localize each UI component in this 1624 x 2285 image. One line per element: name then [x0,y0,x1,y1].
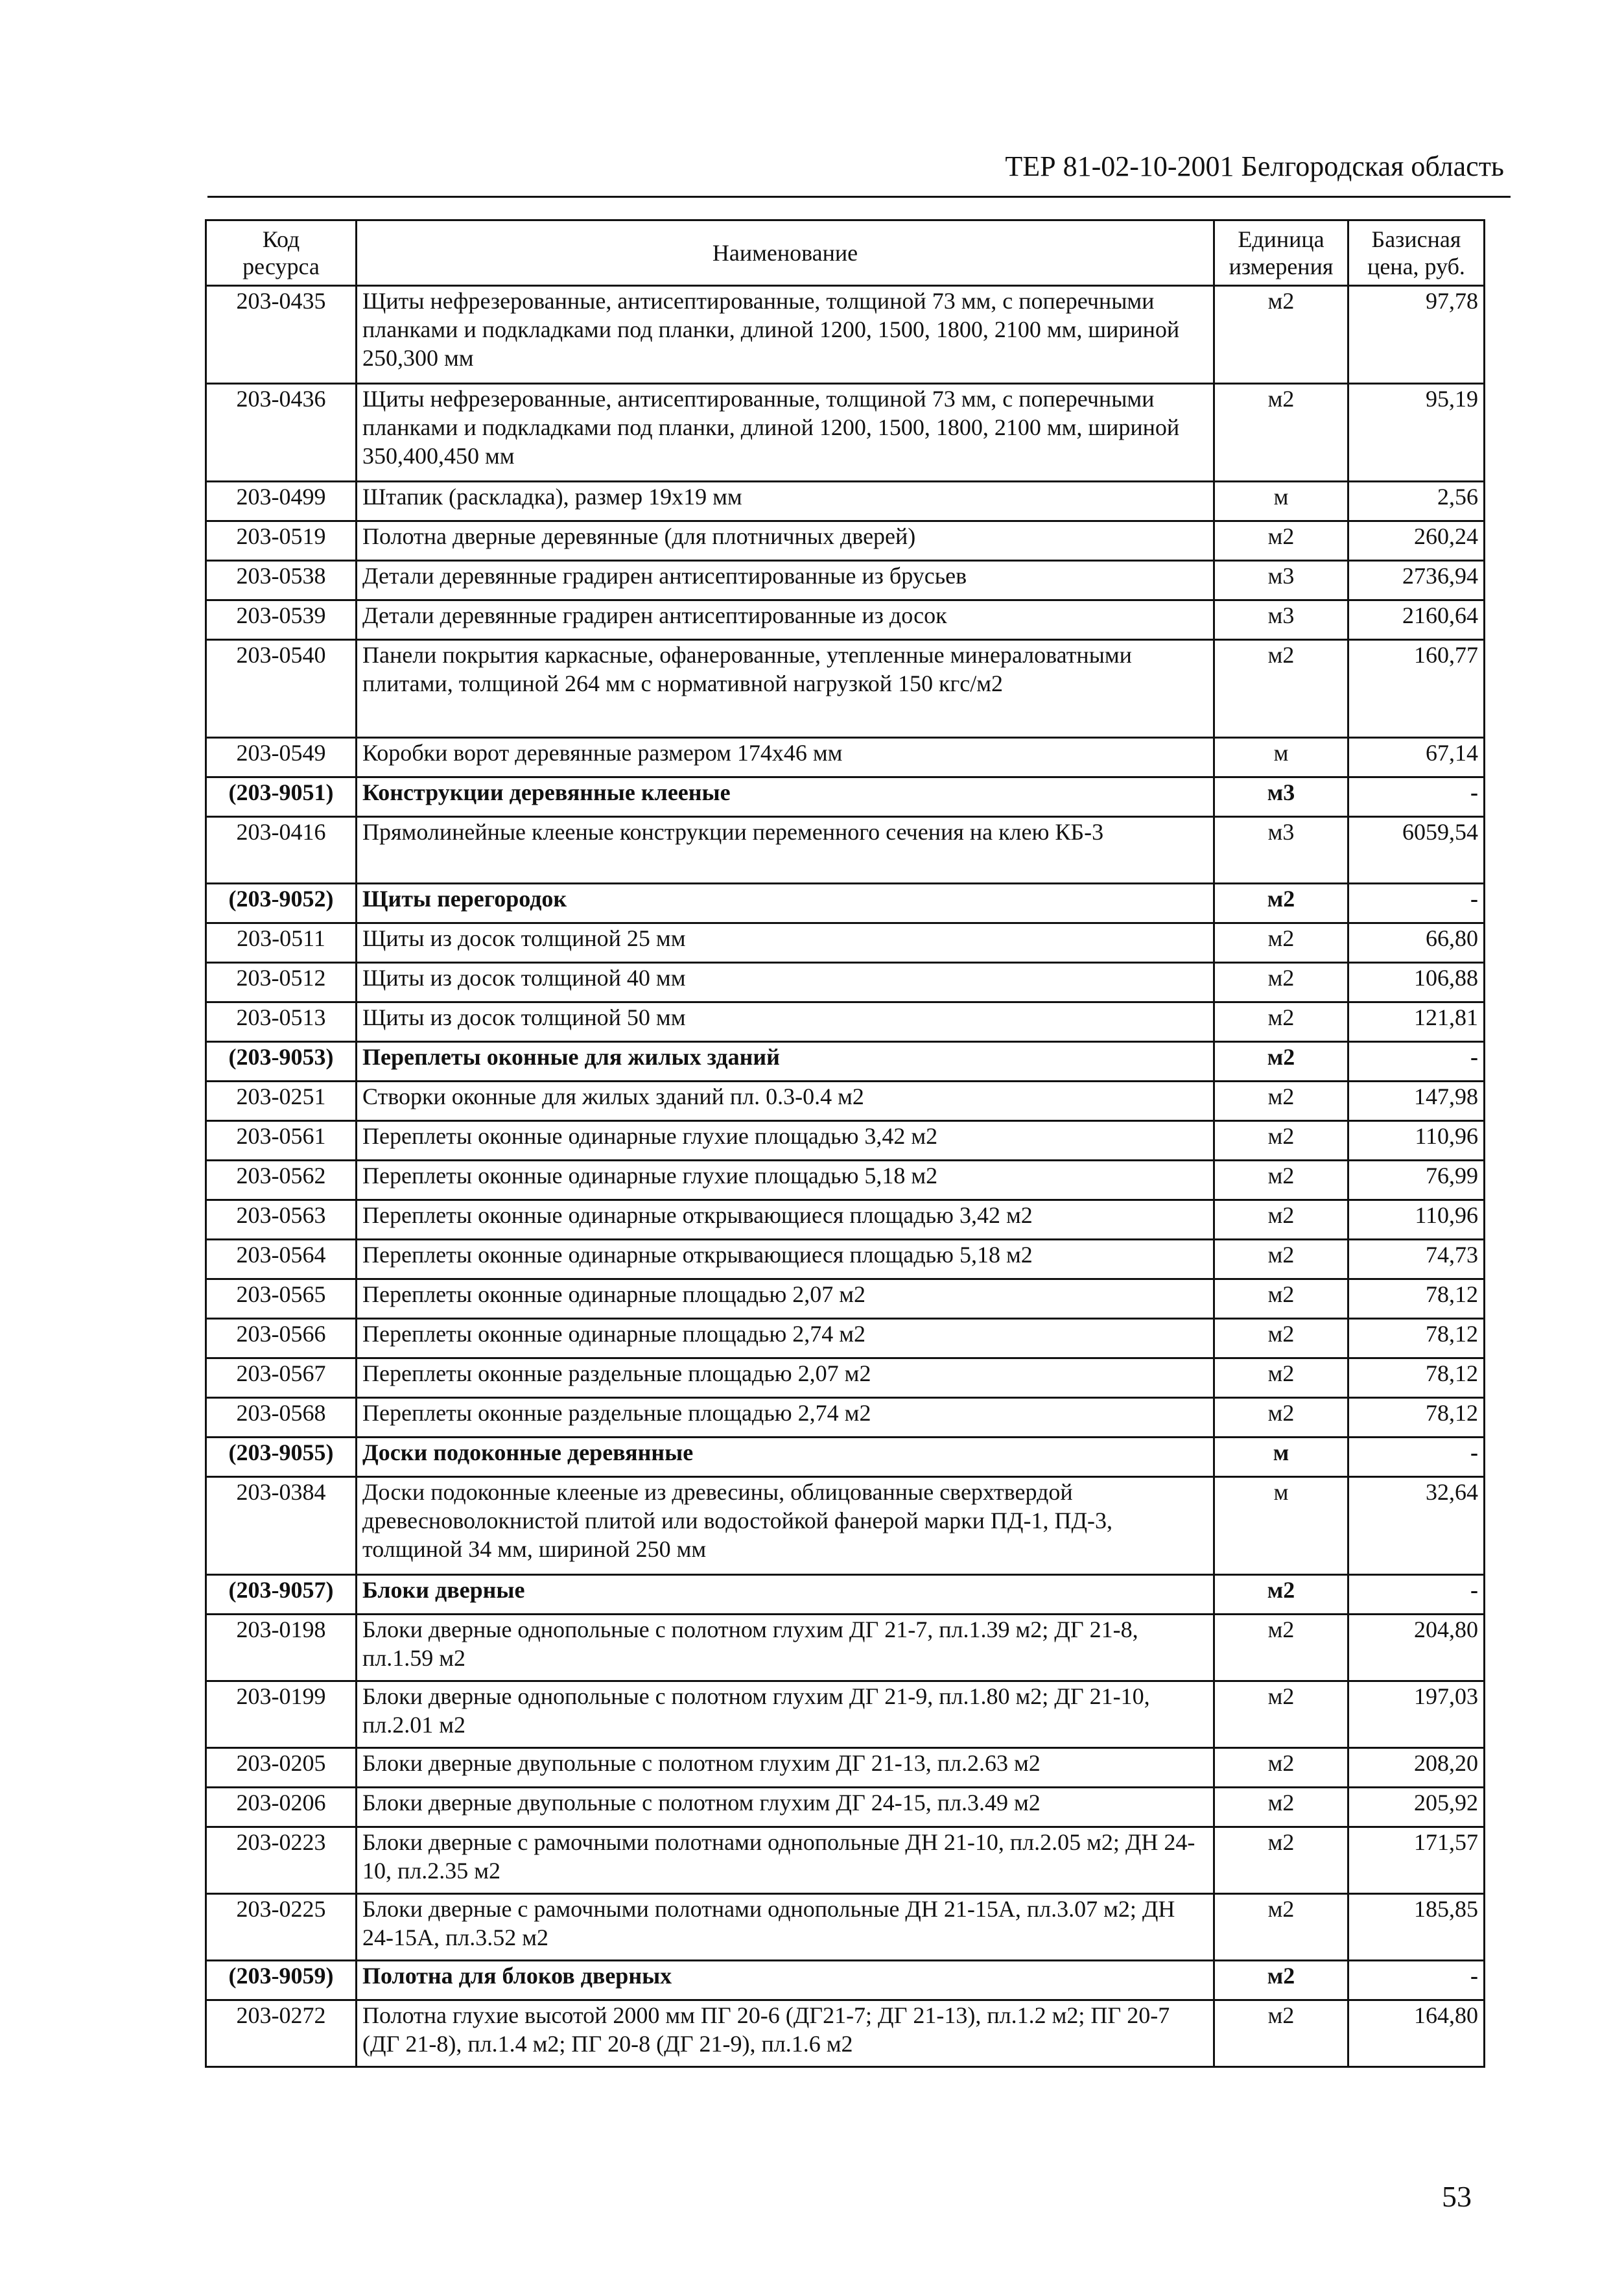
cell-code: 203-0566 [206,1319,357,1358]
table-row [206,738,1485,777]
cell-code: 203-0199 [206,1681,357,1748]
table-row [206,286,1485,384]
cell-code: (203-9053) [206,1042,357,1082]
cell-code: 203-0272 [206,2000,357,2067]
cell-name: Щиты нефрезерованные, антисептированные, толщиной 73 мм, с поперечными планками и подкладками под планки, длиной 1200, 1500, 1800, 2100 мм, шириной 250,300 мм [357,286,1214,384]
cell-unit: м2 [1214,1279,1348,1319]
table-row [206,640,1485,738]
cell-name: Переплеты оконные одинарные площадью 2,74 м2 [357,1319,1214,1358]
cell-price: 147,98 [1348,1082,1485,1121]
cell-price: 6059,54 [1348,817,1485,884]
cell-unit: м2 [1214,1894,1348,1961]
cell-price: 197,03 [1348,1681,1485,1748]
table-row [206,1681,1485,1748]
cell-code: (203-9057) [206,1575,357,1615]
table-row [206,384,1485,482]
cell-code: 203-0540 [206,640,357,738]
table-row [206,1279,1485,1319]
cell-name: Блоки дверные двупольные с полотном глухим ДГ 24-15, пл.3.49 м2 [357,1788,1214,1827]
cell-name: Щиты нефрезерованные, антисептированные, толщиной 73 мм, с поперечными планками и подкладками под планки, длиной 1200, 1500, 1800, 2100 мм, шириной 350,400,450 мм [357,384,1214,482]
cell-name: Конструкции деревянные клееные [357,777,1214,817]
cell-unit: м2 [1214,1398,1348,1438]
column-header-unit-line1: Единица [1238,226,1324,252]
cell-code: 203-0538 [206,561,357,600]
cell-unit: м2 [1214,384,1348,482]
cell-unit: м2 [1214,1161,1348,1200]
cell-code: 203-0561 [206,1121,357,1161]
cell-unit: м2 [1214,1082,1348,1121]
cell-name: Переплеты оконные одинарные площадью 2,07 м2 [357,1279,1214,1319]
cell-unit: м2 [1214,1961,1348,2000]
cell-price: 160,77 [1348,640,1485,738]
cell-name: Блоки дверные однопольные с полотном глухим ДГ 21-9, пл.1.80 м2; ДГ 21-10, пл.2.01 м2 [357,1681,1214,1748]
cell-price: 95,19 [1348,384,1485,482]
cell-name: Створки оконные для жилых зданий пл. 0.3-0.4 м2 [357,1082,1214,1121]
cell-unit: м2 [1214,1575,1348,1615]
group-row [206,777,1485,817]
cell-name: Детали деревянные градирен антисептированные из брусьев [357,561,1214,600]
table-row [206,963,1485,1002]
cell-code: 203-0225 [206,1894,357,1961]
cell-price: 204,80 [1348,1615,1485,1681]
cell-price: 97,78 [1348,286,1485,384]
cell-price: 205,92 [1348,1788,1485,1827]
cell-unit: м [1214,482,1348,521]
cell-code: 203-0564 [206,1240,357,1279]
cell-name: Переплеты оконные раздельные площадью 2,74 м2 [357,1398,1214,1438]
cell-price: 2736,94 [1348,561,1485,600]
cell-unit: м [1214,738,1348,777]
table-row [206,482,1485,521]
cell-code: 203-0499 [206,482,357,521]
column-header-code [206,220,357,286]
cell-code: 203-0416 [206,817,357,884]
cell-name: Переплеты оконные одинарные глухие площадью 5,18 м2 [357,1161,1214,1200]
cell-name: Штапик (раскладка), размер 19х19 мм [357,482,1214,521]
cell-unit: м3 [1214,777,1348,817]
cell-price: 110,96 [1348,1121,1485,1161]
cell-name: Переплеты оконные одинарные открывающиеся площадью 5,18 м2 [357,1240,1214,1279]
cell-code: 203-0435 [206,286,357,384]
cell-unit: м2 [1214,1042,1348,1082]
cell-name: Полотна для блоков дверных [357,1961,1214,2000]
cell-code: (203-9052) [206,884,357,923]
cell-code: 203-0539 [206,600,357,640]
cell-name: Блоки дверные с рамочными полотнами однопольные ДН 21-15А, пл.3.07 м2; ДН 24-15А, пл.3.52 м2 [357,1894,1214,1961]
cell-price: 66,80 [1348,923,1485,963]
cell-name: Щиты из досок толщиной 50 мм [357,1002,1214,1042]
cell-unit: м2 [1214,1319,1348,1358]
table-header-row [206,220,1485,286]
cell-code: 203-0223 [206,1827,357,1894]
cell-code: (203-9051) [206,777,357,817]
cell-price: 2,56 [1348,482,1485,521]
table-row [206,1161,1485,1200]
cell-price: 74,73 [1348,1240,1485,1279]
cell-code: 203-0205 [206,1748,357,1788]
cell-price: 32,64 [1348,1477,1485,1575]
table-row [206,1319,1485,1358]
cell-code: 203-0512 [206,963,357,1002]
cell-code: 203-0513 [206,1002,357,1042]
cell-unit: м2 [1214,1002,1348,1042]
cell-price: 164,80 [1348,2000,1485,2067]
document-header: ТЕР 81-02-10-2001 Белгородская область [1005,150,1504,182]
cell-name: Блоки дверные [357,1575,1214,1615]
cell-price: - [1348,1575,1485,1615]
cell-unit: м2 [1214,1200,1348,1240]
column-header-price-line1: Базисная [1371,226,1461,252]
cell-name: Панели покрытия каркасные, офанерованные, утепленные минераловатными плитами, толщиной 264 мм с нормативной нагрузкой 150 кгс/м2 [357,640,1214,738]
group-row [206,1438,1485,1477]
page-number: 53 [1442,2180,1472,2213]
cell-name: Блоки дверные однопольные с полотном глухим ДГ 21-7, пл.1.39 м2; ДГ 21-8, пл.1.59 м2 [357,1615,1214,1681]
table-row [206,521,1485,561]
cell-price: 185,85 [1348,1894,1485,1961]
cell-code: 203-0568 [206,1398,357,1438]
table-row [206,923,1485,963]
cell-unit: м [1214,1438,1348,1477]
cell-unit: м2 [1214,884,1348,923]
cell-price: 106,88 [1348,963,1485,1002]
cell-price: 260,24 [1348,521,1485,561]
cell-name: Щиты из досок толщиной 25 мм [357,923,1214,963]
table-row [206,1358,1485,1398]
cell-code: 203-0251 [206,1082,357,1121]
table-row [206,600,1485,640]
cell-price: 78,12 [1348,1279,1485,1319]
cell-price: - [1348,777,1485,817]
cell-unit: м2 [1214,1748,1348,1788]
cell-unit: м2 [1214,1240,1348,1279]
table-row [206,1082,1485,1121]
cell-unit: м2 [1214,1788,1348,1827]
group-row [206,1575,1485,1615]
column-header-name: Наименование [357,220,1214,286]
cell-name: Щиты из досок толщиной 40 мм [357,963,1214,1002]
cell-code: 203-0549 [206,738,357,777]
table-row [206,1827,1485,1894]
cell-price: 121,81 [1348,1002,1485,1042]
cell-name: Прямолинейные клееные конструкции переменного сечения на клею КБ-3 [357,817,1214,884]
column-header-price-line2: цена, руб. [1367,254,1465,279]
cell-code: 203-0206 [206,1788,357,1827]
column-header-code-line1: Код [262,226,300,252]
cell-price: 171,57 [1348,1827,1485,1894]
cell-code: (203-9059) [206,1961,357,2000]
cell-price: 2160,64 [1348,600,1485,640]
table-body [206,286,1485,2067]
cell-name: Переплеты оконные для жилых зданий [357,1042,1214,1082]
cell-price: - [1348,884,1485,923]
cell-unit: м2 [1214,1121,1348,1161]
cell-price: 67,14 [1348,738,1485,777]
cell-unit: м3 [1214,600,1348,640]
column-header-unit-line2: измерения [1229,254,1334,279]
cell-unit: м2 [1214,963,1348,1002]
table-row [206,1002,1485,1042]
table-row [206,1748,1485,1788]
cell-unit: м2 [1214,521,1348,561]
column-header-code-line2: ресурса [242,254,320,279]
cell-name: Полотна дверные деревянные (для плотничных дверей) [357,521,1214,561]
cell-price: 78,12 [1348,1398,1485,1438]
cell-code: (203-9055) [206,1438,357,1477]
cell-price: 78,12 [1348,1358,1485,1398]
cell-unit: м2 [1214,286,1348,384]
table-row [206,1477,1485,1575]
column-header-unit [1214,220,1348,286]
cell-code: 203-0511 [206,923,357,963]
cell-price: - [1348,1042,1485,1082]
cell-unit: м [1214,1477,1348,1575]
table-row [206,1200,1485,1240]
group-row [206,1042,1485,1082]
table-row [206,1240,1485,1279]
cell-price: 76,99 [1348,1161,1485,1200]
cell-unit: м2 [1214,923,1348,963]
cell-name: Коробки ворот деревянные размером 174х46 мм [357,738,1214,777]
cell-price: - [1348,1438,1485,1477]
cell-code: 203-0563 [206,1200,357,1240]
cell-name: Щиты перегородок [357,884,1214,923]
cell-unit: м2 [1214,2000,1348,2067]
table-row [206,561,1485,600]
cell-code: 203-0384 [206,1477,357,1575]
cell-price: 110,96 [1348,1200,1485,1240]
cell-unit: м2 [1214,1358,1348,1398]
cell-code: 203-0565 [206,1279,357,1319]
header-rule [207,196,1511,198]
column-header-price [1348,220,1485,286]
cell-code: 203-0198 [206,1615,357,1681]
group-row [206,1961,1485,2000]
table-row [206,1894,1485,1961]
cell-name: Переплеты оконные раздельные площадью 2,07 м2 [357,1358,1214,1398]
cell-code: 203-0519 [206,521,357,561]
cell-name: Полотна глухие высотой 2000 мм ПГ 20-6 (ДГ21-7; ДГ 21-13), пл.1.2 м2; ПГ 20-7 (ДГ 21-8), пл.1.4 м2; ПГ 20-8 (ДГ 21-9), пл.1.6 м2 [357,2000,1214,2067]
cell-price: 78,12 [1348,1319,1485,1358]
table-row [206,2000,1485,2067]
price-table [205,219,1485,2068]
cell-unit: м2 [1214,1615,1348,1681]
cell-name: Переплеты оконные одинарные глухие площадью 3,42 м2 [357,1121,1214,1161]
cell-price: 208,20 [1348,1748,1485,1788]
table-row [206,1398,1485,1438]
cell-unit: м2 [1214,1681,1348,1748]
cell-unit: м3 [1214,561,1348,600]
cell-unit: м3 [1214,817,1348,884]
cell-code: 203-0436 [206,384,357,482]
table-row [206,1788,1485,1827]
cell-name: Доски подоконные деревянные [357,1438,1214,1477]
cell-name: Доски подоконные клееные из древесины, облицованные сверхтвердой древесноволокнистой плитой или водостойкой фанерой марки ПД-1, ПД-3, толщиной 34 мм, шириной 250 мм [357,1477,1214,1575]
cell-code: 203-0567 [206,1358,357,1398]
cell-unit: м2 [1214,640,1348,738]
cell-name: Переплеты оконные одинарные открывающиеся площадью 3,42 м2 [357,1200,1214,1240]
table-row [206,1615,1485,1681]
cell-price: - [1348,1961,1485,2000]
cell-name: Блоки дверные с рамочными полотнами однопольные ДН 21-10, пл.2.05 м2; ДН 24-10, пл.2.35 м2 [357,1827,1214,1894]
table-row [206,817,1485,884]
cell-code: 203-0562 [206,1161,357,1200]
cell-unit: м2 [1214,1827,1348,1894]
cell-name: Блоки дверные двупольные с полотном глухим ДГ 21-13, пл.2.63 м2 [357,1748,1214,1788]
group-row [206,884,1485,923]
table-row [206,1121,1485,1161]
cell-name: Детали деревянные градирен антисептированные из досок [357,600,1214,640]
